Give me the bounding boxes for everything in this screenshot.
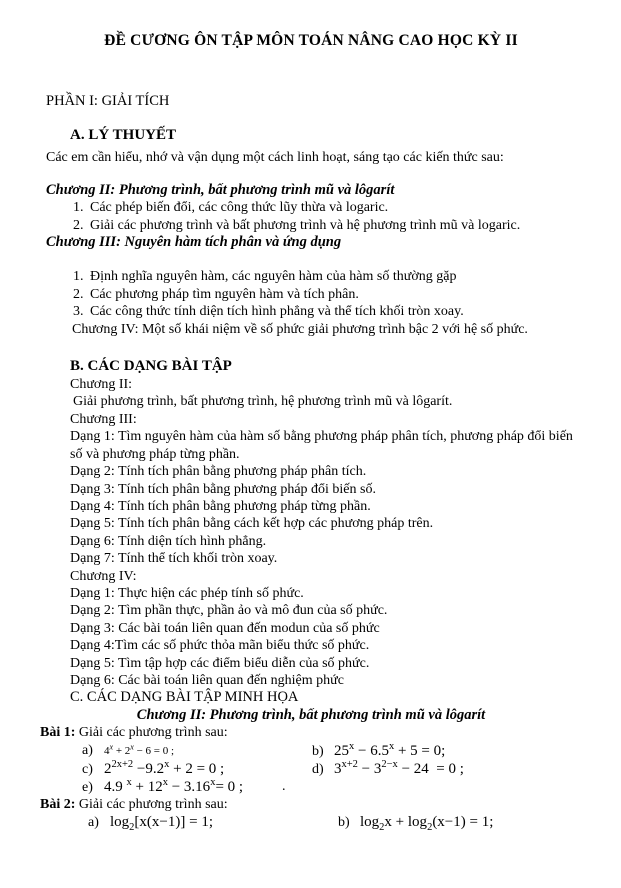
- equation-bai1-c: $2^{2x+2} -9.2^x + 2 = 0$ ;: [104, 758, 225, 777]
- equation-col-right: [312, 742, 445, 761]
- section-b-line: Chương II:: [70, 377, 133, 393]
- equation-label-e: e): [82, 779, 93, 795]
- list-item: [73, 303, 576, 320]
- list-item-text: Các phương pháp tìm nguyên hàm và tích phân.: [90, 286, 359, 302]
- list-item-text: Giải các phương trình và bất phương trình và hệ phương trình mũ và logaric.: [90, 217, 521, 233]
- section-c-heading: C. CÁC DẠNG BÀI TẬP MINH HỌA: [70, 689, 299, 706]
- list-item-number: 1.: [73, 269, 84, 285]
- equation-bai2-a: $\log_2[x(x-1)] = 1$;: [110, 814, 213, 833]
- exercise-2-title: [40, 796, 576, 813]
- section-b-line: Giải phương trình, bất phương trình, hệ phương trình mũ và lôgarít.: [73, 394, 453, 410]
- equation-col-right: [312, 760, 464, 779]
- equation-bai1-e: 4.9 $^x + 12^x - 3.16^x= 0$ ;: [104, 776, 244, 795]
- section-b-line: Dạng 6: Các bài toán liên quan đến nghiệm phức: [70, 672, 344, 688]
- equation-label-b: b): [312, 743, 324, 759]
- list-item: [73, 268, 576, 285]
- list-item-text: Các công thức tính diện tích hình phẳng và thể tích khối tròn xoay.: [90, 304, 464, 320]
- chapter4-note: Chương IV: Một số khái niệm về số phức giải phương trình bậc 2 với hệ số phức.: [72, 321, 528, 337]
- chapter2-heading: Chương II: Phương trình, bất phương trình mũ và lôgarít: [46, 181, 395, 198]
- exercise-prompt: Giải các phương trình sau:: [75, 725, 228, 741]
- equation-label-d: d): [312, 761, 324, 777]
- exercise-prompt: Giải các phương trình sau:: [75, 796, 228, 812]
- section-c-chapter-heading: Chương II: Phương trình, bất phương trình mũ và lôgarít: [136, 706, 486, 723]
- equation-label-a: a): [82, 742, 93, 758]
- section-b-line: Dạng 3: Các bài toán liên quan đến modun của số phức: [70, 620, 380, 636]
- bai1-equation-row-3: [82, 778, 576, 796]
- list-item-number: 2.: [73, 217, 84, 233]
- section-b-line: Dạng 1: Tìm nguyên hàm của hàm số bằng phương pháp phân tích, phương pháp đổi biến số và phương pháp từng phần.: [70, 429, 573, 462]
- section-b-line: Dạng 4: Tính tích phân bằng phương pháp từng phần.: [70, 498, 371, 514]
- list-item-number: 3.: [73, 304, 84, 320]
- list-item-number: 1.: [73, 200, 84, 216]
- list-item: [73, 217, 576, 234]
- equation-col-right: [338, 813, 493, 832]
- section-b-line: Dạng 2: Tìm phần thực, phần ảo và mô đun của số phức.: [70, 603, 388, 619]
- equation-label-a: a): [88, 815, 99, 830]
- section-b-line: Dạng 5: Tìm tập hợp các điểm biểu diễn của số phức.: [70, 655, 370, 671]
- section-b-line: Dạng 2: Tính tích phân bằng phương pháp phân tích.: [70, 464, 367, 480]
- list-item-text: Các phép biến đổi, các công thức lũy thừa và logaric.: [90, 200, 389, 216]
- equation-label-c: c): [82, 761, 93, 777]
- list-item-text: Định nghĩa nguyên hàm, các nguyên hàm của hàm số thường gặp: [90, 269, 457, 285]
- bai1-equation-row-1: [82, 742, 576, 760]
- section-a-intro: Các em cần hiểu, nhớ và vận dụng một cách linh hoạt, sáng tạo các kiến thức sau:: [46, 150, 504, 166]
- equation-bai1-d: $3^{x+2} - 3^{2-x} - 24 = 0$ ;: [334, 758, 464, 777]
- equation-bai1-a: $4^x + 2^x - 6 = 0$ ;: [104, 741, 175, 757]
- doc-title: ĐỀ CƯƠNG ÔN TẬP MÔN TOÁN NÂNG CAO HỌC KỲ II: [104, 32, 518, 49]
- section-b-line: Dạng 5: Tính tích phân bằng cách kết hợp các phương pháp trên.: [70, 516, 434, 532]
- section-b-line: Dạng 7: Tính thể tích khối tròn xoay.: [70, 551, 278, 567]
- list-item-number: 2.: [73, 286, 84, 302]
- section-a-heading: A. LÝ THUYẾT: [70, 127, 176, 144]
- equation-bai2-b: $\log_2x + \log_2(x-1) = 1$;: [360, 814, 494, 833]
- section-b-line: Dạng 6: Tính diện tích hình phẳng.: [70, 533, 267, 549]
- spacer: [46, 251, 576, 268]
- section-b-line: Chương III:: [70, 411, 137, 427]
- section-b-line: Dạng 4:Tìm các số phức thỏa mãn biểu thức số phức.: [70, 638, 370, 654]
- exercise-label: Bài 2:: [40, 796, 76, 812]
- part-heading: PHẦN I: GIẢI TÍCH: [46, 93, 170, 109]
- equation-label-b: b): [338, 815, 350, 830]
- exercise-1-title: [40, 724, 576, 741]
- section-b-heading: B. CÁC DẠNG BÀI TẬP: [70, 358, 232, 375]
- section-b-line: Chương IV:: [70, 568, 137, 584]
- section-b-line: Dạng 3: Tính tích phân bằng phương pháp đổi biến số.: [70, 481, 376, 497]
- list-item: [73, 199, 576, 216]
- exercise-label: Bài 1:: [40, 725, 76, 741]
- chapter3-heading: Chương III: Nguyên hàm tích phân và ứng dụng: [46, 234, 342, 251]
- section-b-line: Dạng 1: Thực hiện các phép tính số phức.: [70, 585, 304, 601]
- equation-bai1-b: $25^x - 6.5^x + 5 = 0$;: [334, 740, 446, 759]
- list-item: [73, 286, 576, 303]
- stray-period: .: [282, 778, 286, 794]
- bai1-equation-row-2: [82, 760, 576, 778]
- bai2-equation-row-1: [88, 813, 576, 831]
